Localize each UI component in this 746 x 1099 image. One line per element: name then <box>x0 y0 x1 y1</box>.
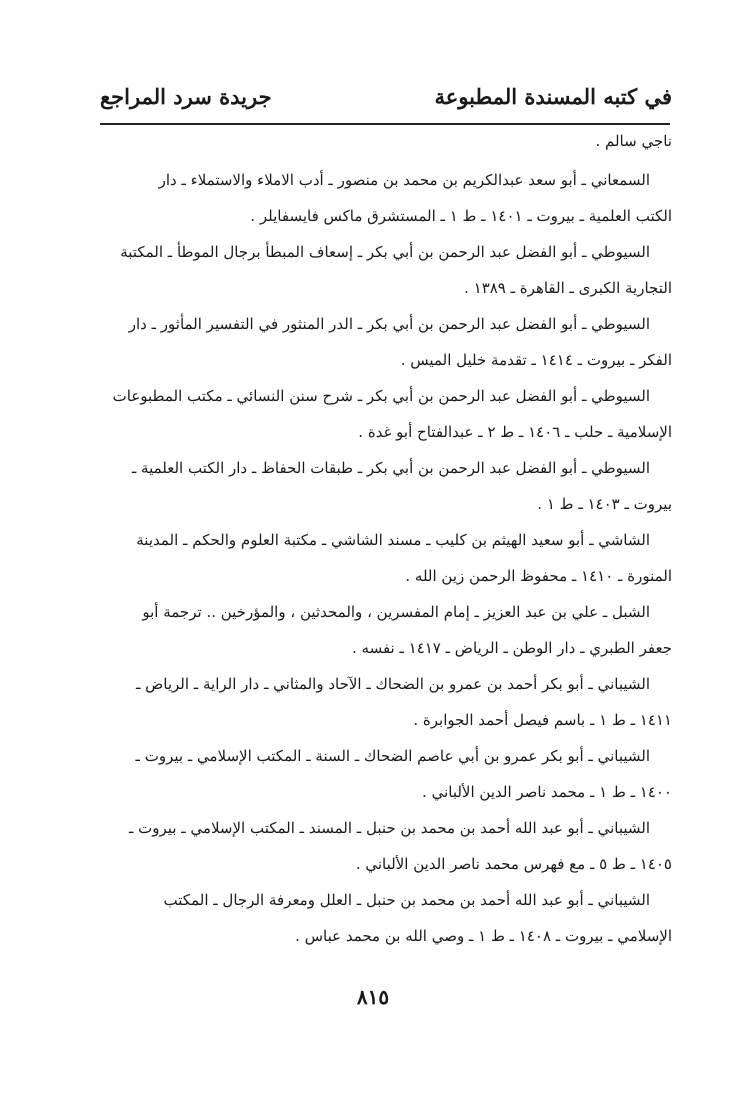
entry-line: الشيباني ـ أبو عبد الله أحمد بن محمد بن حنبل ـ المسند ـ المكتب الإسلامي ـ بيروت ـ <box>128 819 650 837</box>
entry-line: الإسلامي ـ بيروت ـ ١٤٠٨ ـ ط ١ ـ وصي الله بن محمد عباس . <box>295 927 672 945</box>
continuation-line: ناجي سالم . <box>595 132 672 150</box>
page-number: ٨١٥ <box>356 985 390 1009</box>
header-section-title: جريدة سرد المراجع <box>100 84 272 109</box>
header-rule <box>100 123 670 125</box>
entry-line: الشبل ـ علي بن عبد العزيز ـ إمام المفسرين ، والمحدثين ، والمؤرخين .. ترجمة أبو <box>142 603 650 621</box>
entry-line: التجارية الكبرى ـ القاهرة ـ ١٣٨٩ . <box>464 279 672 297</box>
bibliography-entry <box>100 738 672 810</box>
entry-line: الشيباني ـ أبو بكر أحمد بن عمرو بن الضحاك ـ الآحاد والمثاني ـ دار الراية ـ الرياض ـ <box>135 675 650 693</box>
entry-line: المنورة ـ ١٤١٠ ـ محفوظ الرحمن زين الله . <box>405 567 672 585</box>
entry-line: الشيباني ـ أبو عبد الله أحمد بن محمد بن حنبل ـ العلل ومعرفة الرجال ـ المكتب <box>163 891 650 909</box>
entry-line: الشاشي ـ أبو سعيد الهيثم بن كليب ـ مسند الشاشي ـ مكتبة العلوم والحكم ـ المدينة <box>136 531 650 549</box>
bibliography-entry <box>100 378 672 450</box>
entry-line: السيوطي ـ أبو الفضل عبد الرحمن بن أبي بكر ـ الدر المنثور في التفسير المأثور ـ دار <box>128 315 650 333</box>
bibliography-entry <box>100 306 672 378</box>
bibliography-entry <box>100 810 672 882</box>
entry-line: السيوطي ـ أبو الفضل عبد الرحمن بن أبي بكر ـ إسعاف المبطأ برجال الموطأ ـ المكتبة <box>120 243 650 261</box>
entry-line: السمعاني ـ أبو سعد عبدالكريم بن محمد بن منصور ـ أدب الاملاء والاستملاء ـ دار <box>158 171 650 189</box>
bibliography-entry <box>100 234 672 306</box>
bibliography-entry <box>100 882 672 954</box>
entry-line: بيروت ـ ١٤٠٣ ـ ط ١ . <box>537 495 672 513</box>
bibliography-entry <box>100 162 672 234</box>
entry-line: ١٤٠٥ ـ ط ٥ ـ مع فهرس محمد ناصر الدين الألباني . <box>355 855 672 873</box>
entry-line: ١٤٠٠ ـ ط ١ ـ محمد ناصر الدين الألباني . <box>422 783 672 801</box>
entry-line: الكتب العلمية ـ بيروت ـ ١٤٠١ ـ ط ١ ـ المستشرق ماكس فايسفايلر . <box>250 207 672 225</box>
entry-line: الفكر ـ بيروت ـ ١٤١٤ ـ تقدمة خليل الميس . <box>400 351 672 369</box>
entry-line: الإسلامية ـ حلب ـ ١٤٠٦ ـ ط ٢ ـ عبدالفتاح أبو غدة . <box>358 423 672 441</box>
entry-line: جعفر الطبري ـ دار الوطن ـ الرياض ـ ١٤١٧ ـ نفسه . <box>351 639 672 657</box>
entry-line: السيوطي ـ أبو الفضل عبد الرحمن بن أبي بكر ـ شرح سنن النسائي ـ مكتب المطبوعات <box>112 387 650 405</box>
entry-line: الشيباني ـ أبو بكر عمرو بن أبي عاصم الضحاك ـ السنة ـ المكتب الإسلامي ـ بيروت ـ <box>135 747 650 765</box>
bibliography-entry <box>100 594 672 666</box>
entry-line: السيوطي ـ أبو الفضل عبد الرحمن بن أبي بكر ـ طبقات الحفاظ ـ دار الكتب العلمية ـ <box>131 459 650 477</box>
entry-line: ١٤١١ ـ ط ١ ـ باسم فيصل أحمد الجوابرة . <box>413 711 672 729</box>
bibliography-entry <box>100 450 672 522</box>
bibliography-entry <box>100 666 672 738</box>
bibliography-list <box>100 130 672 954</box>
running-header <box>100 84 672 120</box>
bibliography-entry <box>100 522 672 594</box>
header-book-title: في كتبه المسندة المطبوعة <box>434 84 672 109</box>
